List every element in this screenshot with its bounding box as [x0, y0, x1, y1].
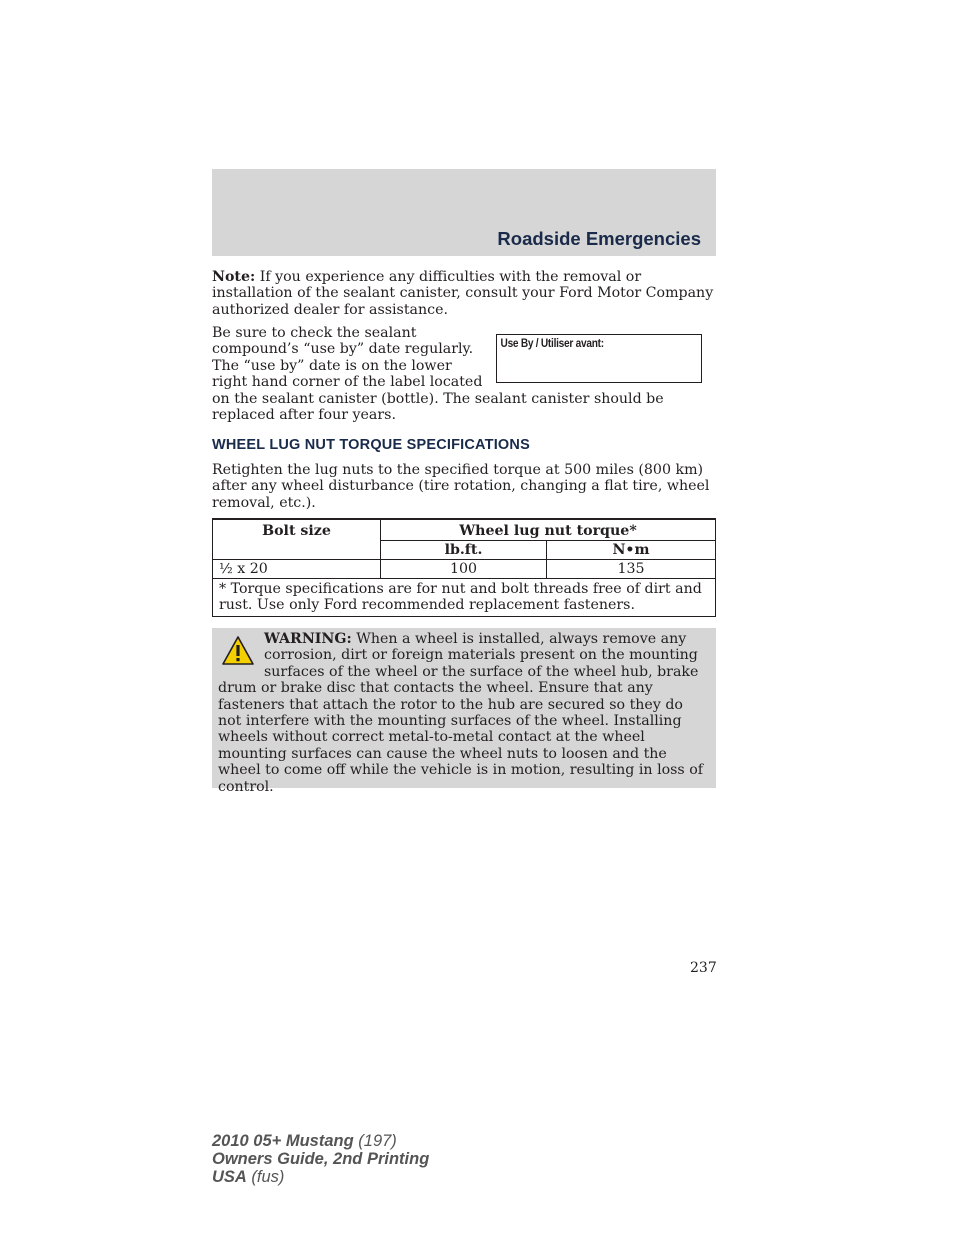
warning-text: When a wheel is installed, always remove any corrosion, dirt or foreign materials present on the mounting surfaces of the wheel or the surface of the wheel hub, brake drum or brake disc that contacts the wheel. Ensure that any fasteners that attach the rotor to the hub are secured so they do not interfere with the mounting surfaces of the wheel. Installing wheels without correct metal-to-metal contact at the wheel mounting surfaces can cause the wheel nuts to loosen and the wheel to come off while the vehicle is in motion, resulting in loss of control.: [218, 631, 704, 795]
torque-spec-table: [212, 518, 716, 617]
retighten-paragraph: Retighten the lug nuts to the specified torque at 500 miles (800 km) after any wheel disturbance (tire rotation, changing a flat tire, wheel removal, etc.).: [212, 462, 710, 511]
use-by-label-text: Use By / Utiliser avant:: [500, 338, 604, 350]
cell-bolt-size: ½ x 20: [213, 560, 381, 579]
note-text: If you experience any difficulties with the removal or installation of the sealant canister, consult your Ford Motor Company authorized dealer for assistance.: [212, 269, 714, 318]
header-wheel-torque: Wheel lug nut torque*: [381, 519, 716, 541]
footer-line-2: Owners Guide, 2nd Printing: [212, 1150, 430, 1168]
header-lbft: lb.ft.: [381, 541, 547, 560]
note-label: Note:: [212, 269, 256, 285]
note-paragraph: [212, 269, 717, 318]
cell-nm: 135: [547, 560, 716, 579]
header-bolt-size: Bolt size: [213, 519, 381, 560]
table-row: [213, 560, 716, 579]
footer-line-1: 2010 05+ Mustang (197): [212, 1132, 397, 1150]
cell-lbft: 100: [381, 560, 547, 579]
table-footnote-row: [213, 579, 716, 617]
footer-line-3: USA (fus): [212, 1168, 285, 1186]
footer: [212, 1132, 429, 1186]
sealant-paragraph: [212, 325, 717, 423]
section-title: Roadside Emergencies: [497, 228, 701, 249]
page-number: 237: [690, 960, 717, 976]
warning-label: WARNING:: [264, 631, 352, 647]
header-nm: N•m: [547, 541, 716, 560]
warning-box: [212, 628, 716, 795]
header-band: [212, 169, 716, 256]
table-header-row: [213, 519, 716, 541]
warning-triangle-icon: [221, 635, 255, 667]
use-by-label-illustration: [496, 334, 702, 383]
torque-spec-heading: WHEEL LUG NUT TORQUE SPECIFICATIONS: [212, 437, 530, 453]
table-footnote: * Torque specifications are for nut and bolt threads free of dirt and rust. Use only Ford recommended replacement fasteners.: [213, 579, 716, 617]
sealant-text: Be sure to check the sealant compound’s “use by” date regularly. The “use by” date is on the lower right hand corner of the label located on the sealant canister (bottle). The sealant canister should be replaced after four years.: [212, 325, 664, 424]
